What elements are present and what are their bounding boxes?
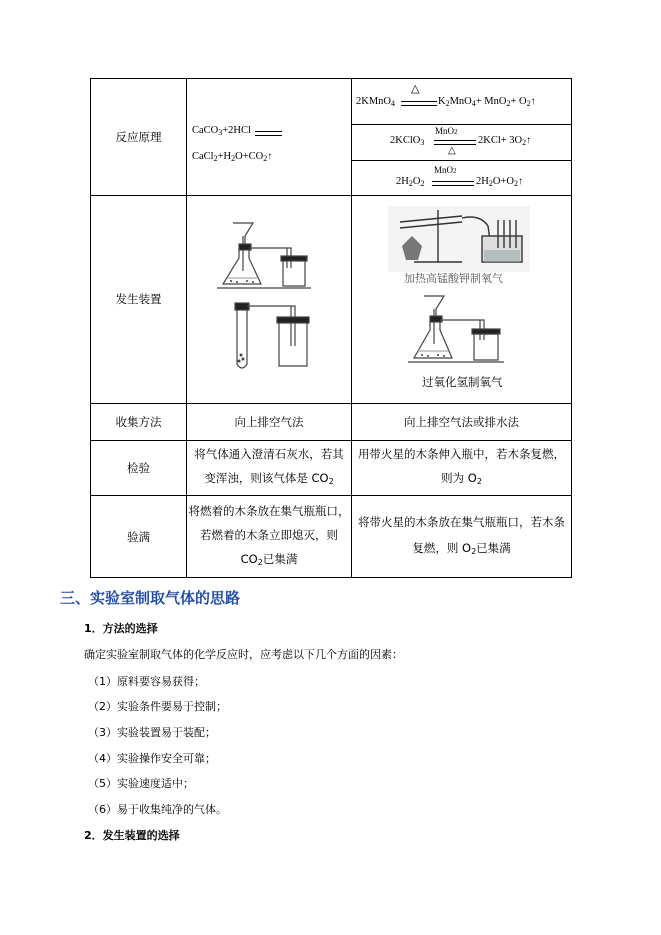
list-item: （3）实验装置易于装配； xyxy=(88,726,216,739)
intro-paragraph: 确定实验室制取气体的化学反应时，应考虑以下几个方面的因素： xyxy=(84,648,403,661)
gas-prep-table xyxy=(90,78,572,578)
co2-collect-cell xyxy=(187,403,352,440)
h2o2-caption: 过氧化氢制氧气 xyxy=(422,375,503,390)
equals-sign xyxy=(401,101,437,106)
o2-collect-cell xyxy=(352,403,572,440)
co2-full-line3: $CO_2$已集满 xyxy=(240,551,298,567)
kmno4-equation: 2KMnO$_4$ xyxy=(356,96,396,108)
kmno4-products: $K_2MnO_4+ MnO_2+$ $O_2↑$ xyxy=(438,96,536,108)
section-title: 三、实验室制取气体的思路 xyxy=(60,589,241,607)
co2-full-line1: 将燃着的木条放在集气瓶瓶口， xyxy=(188,503,350,518)
co2-test-cell xyxy=(187,441,352,496)
kclo3-products: $2KCl+ 3O_2↑$ xyxy=(478,134,532,147)
list-item: （4）实验操作安全可靠； xyxy=(88,752,216,765)
o2-test-line2: 则为 $O_2$ xyxy=(441,471,482,487)
collect-label-cell xyxy=(91,403,187,440)
test-label: 检验 xyxy=(127,461,150,476)
co2-equation-cell xyxy=(187,79,352,196)
kclo3-reactant: 2KClO$_3$ xyxy=(390,134,425,147)
equals-sign xyxy=(255,131,282,136)
collect-label: 收集方法 xyxy=(115,414,162,429)
h2o2-products: $2H_2O+O_2↑$ xyxy=(476,175,523,188)
test-label-cell xyxy=(91,441,187,496)
o2-apparatus-cell xyxy=(352,196,572,403)
h2o2-equation-cell xyxy=(352,160,572,195)
co2-equation-line1: CaCO$_3$+2HCl xyxy=(192,125,251,137)
photo-caption: 加热高锰酸钾制氧气 xyxy=(404,272,503,286)
apparatus-label-cell xyxy=(91,196,187,403)
o2-full-cell xyxy=(352,496,572,578)
list-item: （5）实验速度适中； xyxy=(88,777,194,790)
apparatus-label: 发生装置 xyxy=(115,292,162,307)
o2-test-cell xyxy=(352,441,572,496)
list-item: （1）原料要容易获得； xyxy=(88,675,205,688)
co2-apparatus-diagram xyxy=(187,196,352,396)
co2-full-cell xyxy=(187,496,352,578)
o2-full-line2: 复燃，则 $O_2$已集满 xyxy=(412,540,511,556)
kmno4-equation-cell xyxy=(352,79,572,125)
o2-test-line1: 用带火星的木条伸入瓶中，若木条复燃， xyxy=(358,447,565,462)
full-label-cell xyxy=(91,496,187,578)
subheading-apparatus: 2．发生装置的选择 xyxy=(84,829,180,842)
co2-apparatus-cell xyxy=(187,196,352,403)
o2-collect-method: 向上排空气法或排水法 xyxy=(404,414,519,429)
o2-apparatus-diagram xyxy=(352,196,572,396)
catalyst-condition: MnO2 xyxy=(434,164,457,175)
catalyst-condition: MnO2 xyxy=(435,125,458,136)
co2-collect-method: 向上排空气法 xyxy=(234,414,304,429)
full-label: 验满 xyxy=(127,529,150,544)
principle-label-cell xyxy=(91,79,187,196)
subheading-method: 1．方法的选择 xyxy=(84,622,158,635)
o2-full-line1: 将带火星的木条放在集气瓶瓶口，若木条 xyxy=(358,514,565,529)
kclo3-equation-cell xyxy=(352,124,572,160)
heat-condition: △ xyxy=(448,144,456,156)
list-item: （6）易于收集纯净的气体。 xyxy=(88,803,227,816)
heat-condition: △ xyxy=(411,83,420,95)
co2-test-line2: 变浑浊，则该气体是 $CO_2$ xyxy=(204,471,334,487)
principle-label: 反应原理 xyxy=(115,130,162,145)
co2-full-line2: 若燃着的木条立即熄灭，则 xyxy=(200,527,338,542)
list-item: （2）实验条件要易于控制； xyxy=(88,700,227,713)
equals-sign xyxy=(432,181,474,186)
h2o2-reactant: $2H_2O_2$ xyxy=(396,175,425,188)
co2-test-line1: 将气体通入澄清石灰水，若其 xyxy=(194,447,344,462)
co2-equation-line2: $CaCl_2+H_2O+CO_2↑$ xyxy=(192,151,273,163)
